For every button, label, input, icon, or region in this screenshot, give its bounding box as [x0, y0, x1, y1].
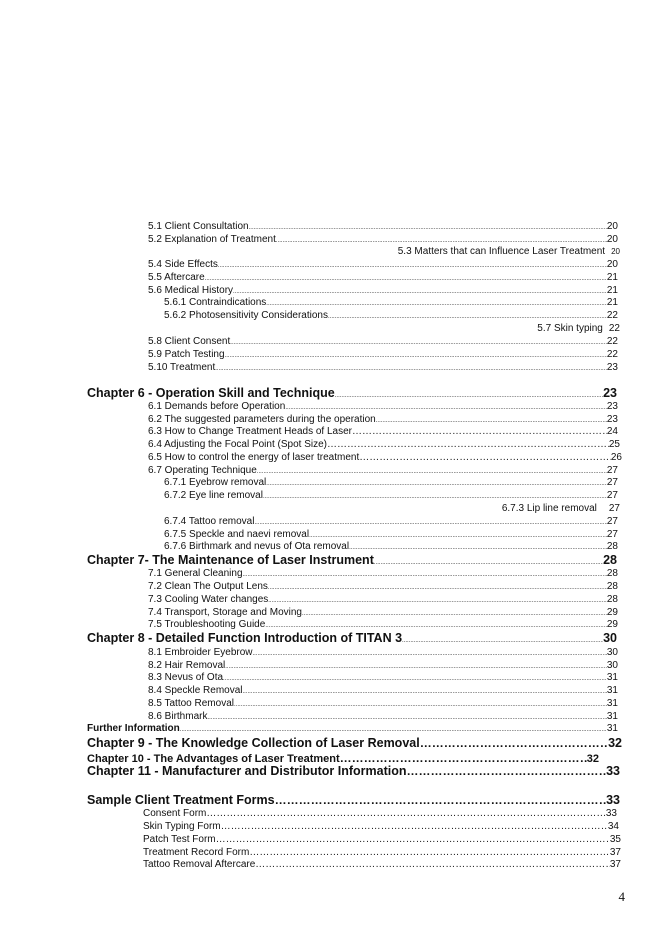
toc-entry-page: 30 — [606, 647, 618, 658]
toc-entry-label: 7.2 Clean The Output Lens — [148, 581, 268, 592]
toc-entry-page: 23 — [606, 362, 618, 373]
toc-entry-label: 8.4 Speckle Removal — [148, 685, 243, 696]
toc-entry-label: 8.1 Embroider Eyebrow — [148, 647, 253, 658]
toc-entry-label: 6.4 Adjusting the Focal Point (Spot Size) — [148, 439, 327, 450]
toc-entry-page: 27 — [606, 516, 618, 527]
toc-entry-page: 31 — [606, 711, 618, 722]
toc-entry-label: 5.6.1 Contraindications — [164, 297, 267, 308]
leader-dots — [253, 647, 607, 658]
leader-dots — [221, 821, 608, 832]
leader-dots — [265, 619, 607, 630]
toc-entry-page: 28 — [606, 541, 618, 552]
toc-entry[interactable] — [148, 685, 618, 698]
toc-entry-label: 5.10 Treatment — [148, 362, 216, 373]
toc-form-item[interactable] — [143, 821, 619, 834]
toc-entry-label: 6.7.4 Tattoo removal — [164, 516, 255, 527]
leader-dots — [359, 452, 611, 463]
leader-dots — [352, 426, 607, 437]
toc-entry-label: Treatment Record Form — [143, 847, 250, 858]
toc-entry-page: 22 — [608, 323, 620, 334]
toc-entry[interactable] — [148, 452, 622, 465]
toc-entry[interactable] — [537, 323, 620, 334]
toc-entry-label: Skin Typing Form — [143, 821, 221, 832]
leader-dots — [243, 685, 607, 696]
toc-entry-page: 20 — [606, 259, 618, 270]
leader-dots — [268, 581, 607, 592]
toc-entry-page: 29 — [606, 619, 618, 630]
toc-chapter-page: 30 — [603, 631, 617, 645]
toc-entry-label: 7.1 General Cleaning — [148, 568, 243, 579]
toc-entry-label: 8.2 Hair Removal — [148, 660, 226, 671]
toc-entry-label: 5.3 Matters that can Influence Laser Treatment — [397, 246, 606, 257]
toc-entry-label: 8.6 Birthmark — [148, 711, 208, 722]
toc-entry-page: 28 — [606, 568, 618, 579]
toc-further-information[interactable] — [87, 723, 618, 736]
toc-entry[interactable] — [164, 297, 618, 310]
toc-entry-page: 21 — [606, 285, 618, 296]
toc-entry-label: Patch Test Form — [143, 834, 216, 845]
toc-entry[interactable] — [148, 259, 618, 272]
toc-chapter-page: 32 — [608, 736, 622, 750]
leader-dots — [180, 723, 607, 734]
leader-dots — [223, 672, 607, 683]
leader-dots — [207, 711, 606, 722]
toc-entry-page: 37 — [609, 847, 621, 858]
toc-chapter-11[interactable] — [87, 764, 620, 780]
toc-entry-page: 30 — [606, 660, 618, 671]
leader-dots — [263, 490, 607, 501]
toc-entry-label: 8.5 Tattoo Removal — [148, 698, 234, 709]
toc-entry-label: 5.7 Skin typing — [537, 323, 603, 334]
leader-dots — [257, 465, 607, 476]
toc-entry-page: 34 — [607, 821, 619, 832]
toc-entry[interactable] — [164, 490, 618, 503]
leader-dots — [420, 736, 608, 750]
leader-dots — [225, 660, 607, 671]
page-number: 4 — [618, 889, 625, 904]
leader-dots — [402, 631, 603, 645]
toc-chapter-page: 28 — [603, 553, 617, 567]
toc-form-item[interactable] — [143, 859, 621, 872]
toc-entry-label: 6.7.1 Eyebrow removal — [164, 477, 267, 488]
toc-entry-label: 6.7.5 Speckle and naevi removal — [164, 529, 310, 540]
leader-dots — [276, 234, 607, 245]
toc-chapter-page: 33 — [606, 764, 620, 778]
toc-entry-page: 27 — [606, 490, 618, 501]
toc-entry-page: 27 — [606, 477, 618, 488]
toc-entry-page: 31 — [606, 723, 618, 734]
toc-entry-label: 5.2 Explanation of Treatment — [148, 234, 276, 245]
toc-entry-label: 6.7 Operating Technique — [148, 465, 257, 476]
toc-entry-label: 6.7.6 Birthmark and nevus of Ota removal — [164, 541, 350, 552]
leader-dots — [206, 808, 606, 819]
leader-dots — [233, 285, 607, 296]
toc-entry-page: 20 — [611, 247, 620, 256]
toc-entry-page: 22 — [606, 336, 618, 347]
toc-entry-page: 31 — [606, 685, 618, 696]
leader-dots — [215, 362, 607, 373]
leader-dots — [254, 516, 606, 527]
leader-dots — [268, 594, 607, 605]
toc-entry-label: 6.2 The suggested parameters during the operation — [148, 414, 376, 425]
leader-dots — [309, 529, 607, 540]
toc-entry[interactable] — [164, 310, 618, 323]
toc-entry[interactable] — [148, 672, 618, 685]
leader-dots — [340, 751, 587, 765]
toc-entry[interactable] — [502, 503, 620, 514]
toc-entry-page: 37 — [609, 859, 621, 870]
toc-entry[interactable] — [398, 246, 620, 257]
leader-dots — [335, 386, 603, 400]
toc-chapter-label: Chapter 7- The Maintenance of Laser Instrument — [87, 553, 374, 567]
toc-form-item[interactable] — [143, 834, 621, 847]
toc-entry-page: 35 — [609, 834, 621, 845]
toc-entry[interactable] — [148, 272, 618, 285]
toc-entry-page: 26 — [610, 452, 622, 463]
toc-entry-label: 5.1 Client Consultation — [148, 221, 249, 232]
leader-dots — [327, 439, 609, 450]
toc-chapter-8[interactable] — [87, 631, 617, 647]
toc-entry-label: 6.1 Demands before Operation — [148, 401, 286, 412]
toc-entry[interactable] — [148, 568, 618, 581]
toc-chapter-label: Chapter 11 - Manufacturer and Distributor Information — [87, 764, 407, 778]
toc-entry-page: 24 — [606, 426, 618, 437]
toc-entry[interactable] — [164, 477, 618, 490]
toc-entry-page: 21 — [606, 297, 618, 308]
leader-dots — [302, 607, 607, 618]
toc-entry-label: 5.5 Aftercare — [148, 272, 205, 283]
toc-entry[interactable] — [148, 221, 618, 234]
toc-chapter-page: 32 — [586, 753, 599, 765]
leader-dots — [285, 401, 607, 412]
toc-entry-page: 27 — [606, 465, 618, 476]
leader-dots — [234, 698, 607, 709]
toc-entry-label: 6.5 How to control the energy of laser treatment — [148, 452, 360, 463]
leader-dots — [225, 349, 607, 360]
toc-entry-page: 28 — [606, 594, 618, 605]
toc-entry-page: 25 — [608, 439, 620, 450]
toc-chapter-7[interactable] — [87, 553, 617, 569]
toc-entry[interactable] — [148, 581, 618, 594]
toc-entry[interactable] — [148, 594, 618, 607]
leader-dots — [255, 859, 610, 870]
toc-chapter-label: Chapter 10 - The Advantages of Laser Treatment — [87, 753, 340, 765]
leader-dots — [205, 272, 607, 283]
toc-entry-label: 6.3 How to Change Treatment Heads of Laser — [148, 426, 353, 437]
leader-dots — [328, 310, 607, 321]
leader-dots — [249, 221, 607, 232]
toc-chapter-label: Sample Client Treatment Forms — [87, 793, 275, 807]
toc-entry-label: 5.6.2 Photosensitivity Considerations — [164, 310, 328, 321]
leader-dots — [266, 297, 607, 308]
toc-chapter-page: 33 — [606, 793, 620, 807]
toc-entry-page: 23 — [606, 401, 618, 412]
toc-chapter-label: Chapter 8 - Detailed Function Introduction of TITAN 3 — [87, 631, 403, 645]
toc-entry-page: 22 — [606, 310, 618, 321]
toc-sample-forms[interactable] — [87, 793, 620, 809]
toc-entry-label: Consent Form — [143, 808, 207, 819]
toc-entry-label: 5.9 Patch Testing — [148, 349, 225, 360]
toc-entry-label: 7.5 Troubleshooting Guide — [148, 619, 266, 630]
toc-entry-label: Further Information — [87, 723, 180, 734]
toc-entry-label: 7.3 Cooling Water changes — [148, 594, 269, 605]
toc-entry-page: 31 — [606, 698, 618, 709]
toc-entry-label: 8.3 Nevus of Ota — [148, 672, 224, 683]
toc-entry-page: 27 — [606, 529, 618, 540]
toc-entry[interactable] — [148, 401, 618, 414]
toc-entry-label: 5.8 Client Consent — [148, 336, 231, 347]
leader-dots — [230, 336, 607, 347]
toc-entry[interactable] — [148, 349, 618, 362]
leader-dots — [376, 414, 607, 425]
toc-entry-label: Tattoo Removal Aftercare — [143, 859, 256, 870]
toc-entry-page: 27 — [608, 503, 620, 514]
leader-dots — [218, 259, 607, 270]
leader-dots — [275, 793, 607, 807]
leader-dots — [216, 834, 610, 845]
toc-entry-label: 7.4 Transport, Storage and Moving — [148, 607, 302, 618]
toc-chapter-label: Chapter 9 - The Knowledge Collection of Laser Removal — [87, 736, 420, 750]
toc-entry[interactable] — [164, 516, 618, 529]
leader-dots — [406, 764, 606, 778]
toc-chapter-6[interactable] — [87, 386, 617, 402]
toc-chapter-page: 23 — [603, 386, 617, 400]
toc-entry-page: 21 — [606, 272, 618, 283]
toc-chapter-9[interactable] — [87, 736, 622, 752]
leader-dots — [249, 847, 610, 858]
toc-entry[interactable] — [148, 336, 618, 349]
toc-entry-page: 20 — [606, 221, 618, 232]
toc-entry-page: 33 — [605, 808, 617, 819]
toc-entry[interactable] — [148, 698, 618, 711]
toc-chapter-label: Chapter 6 - Operation Skill and Technique — [87, 386, 335, 400]
toc-entry[interactable] — [148, 439, 620, 452]
toc-entry-label: 6.7.3 Lip line removal — [501, 503, 597, 514]
toc-entry-page: 20 — [606, 234, 618, 245]
leader-dots — [243, 568, 607, 579]
leader-dots — [374, 553, 603, 567]
toc-entry-page: 22 — [606, 349, 618, 360]
toc-entry-label: 5.4 Side Effects — [148, 259, 218, 270]
toc-entry[interactable] — [148, 647, 618, 660]
toc-entry-label: 6.7.2 Eye line removal — [164, 490, 263, 501]
toc-entry-page: 31 — [606, 672, 618, 683]
toc-entry-page: 28 — [606, 581, 618, 592]
leader-dots — [349, 541, 607, 552]
toc-entry-page: 29 — [606, 607, 618, 618]
leader-dots — [266, 477, 607, 488]
toc-entry-label: 5.6 Medical History — [148, 285, 234, 296]
toc-form-item[interactable] — [143, 808, 617, 821]
toc-entry[interactable] — [148, 426, 618, 439]
toc-entry-page: 23 — [606, 414, 618, 425]
toc-entry[interactable] — [148, 362, 618, 375]
